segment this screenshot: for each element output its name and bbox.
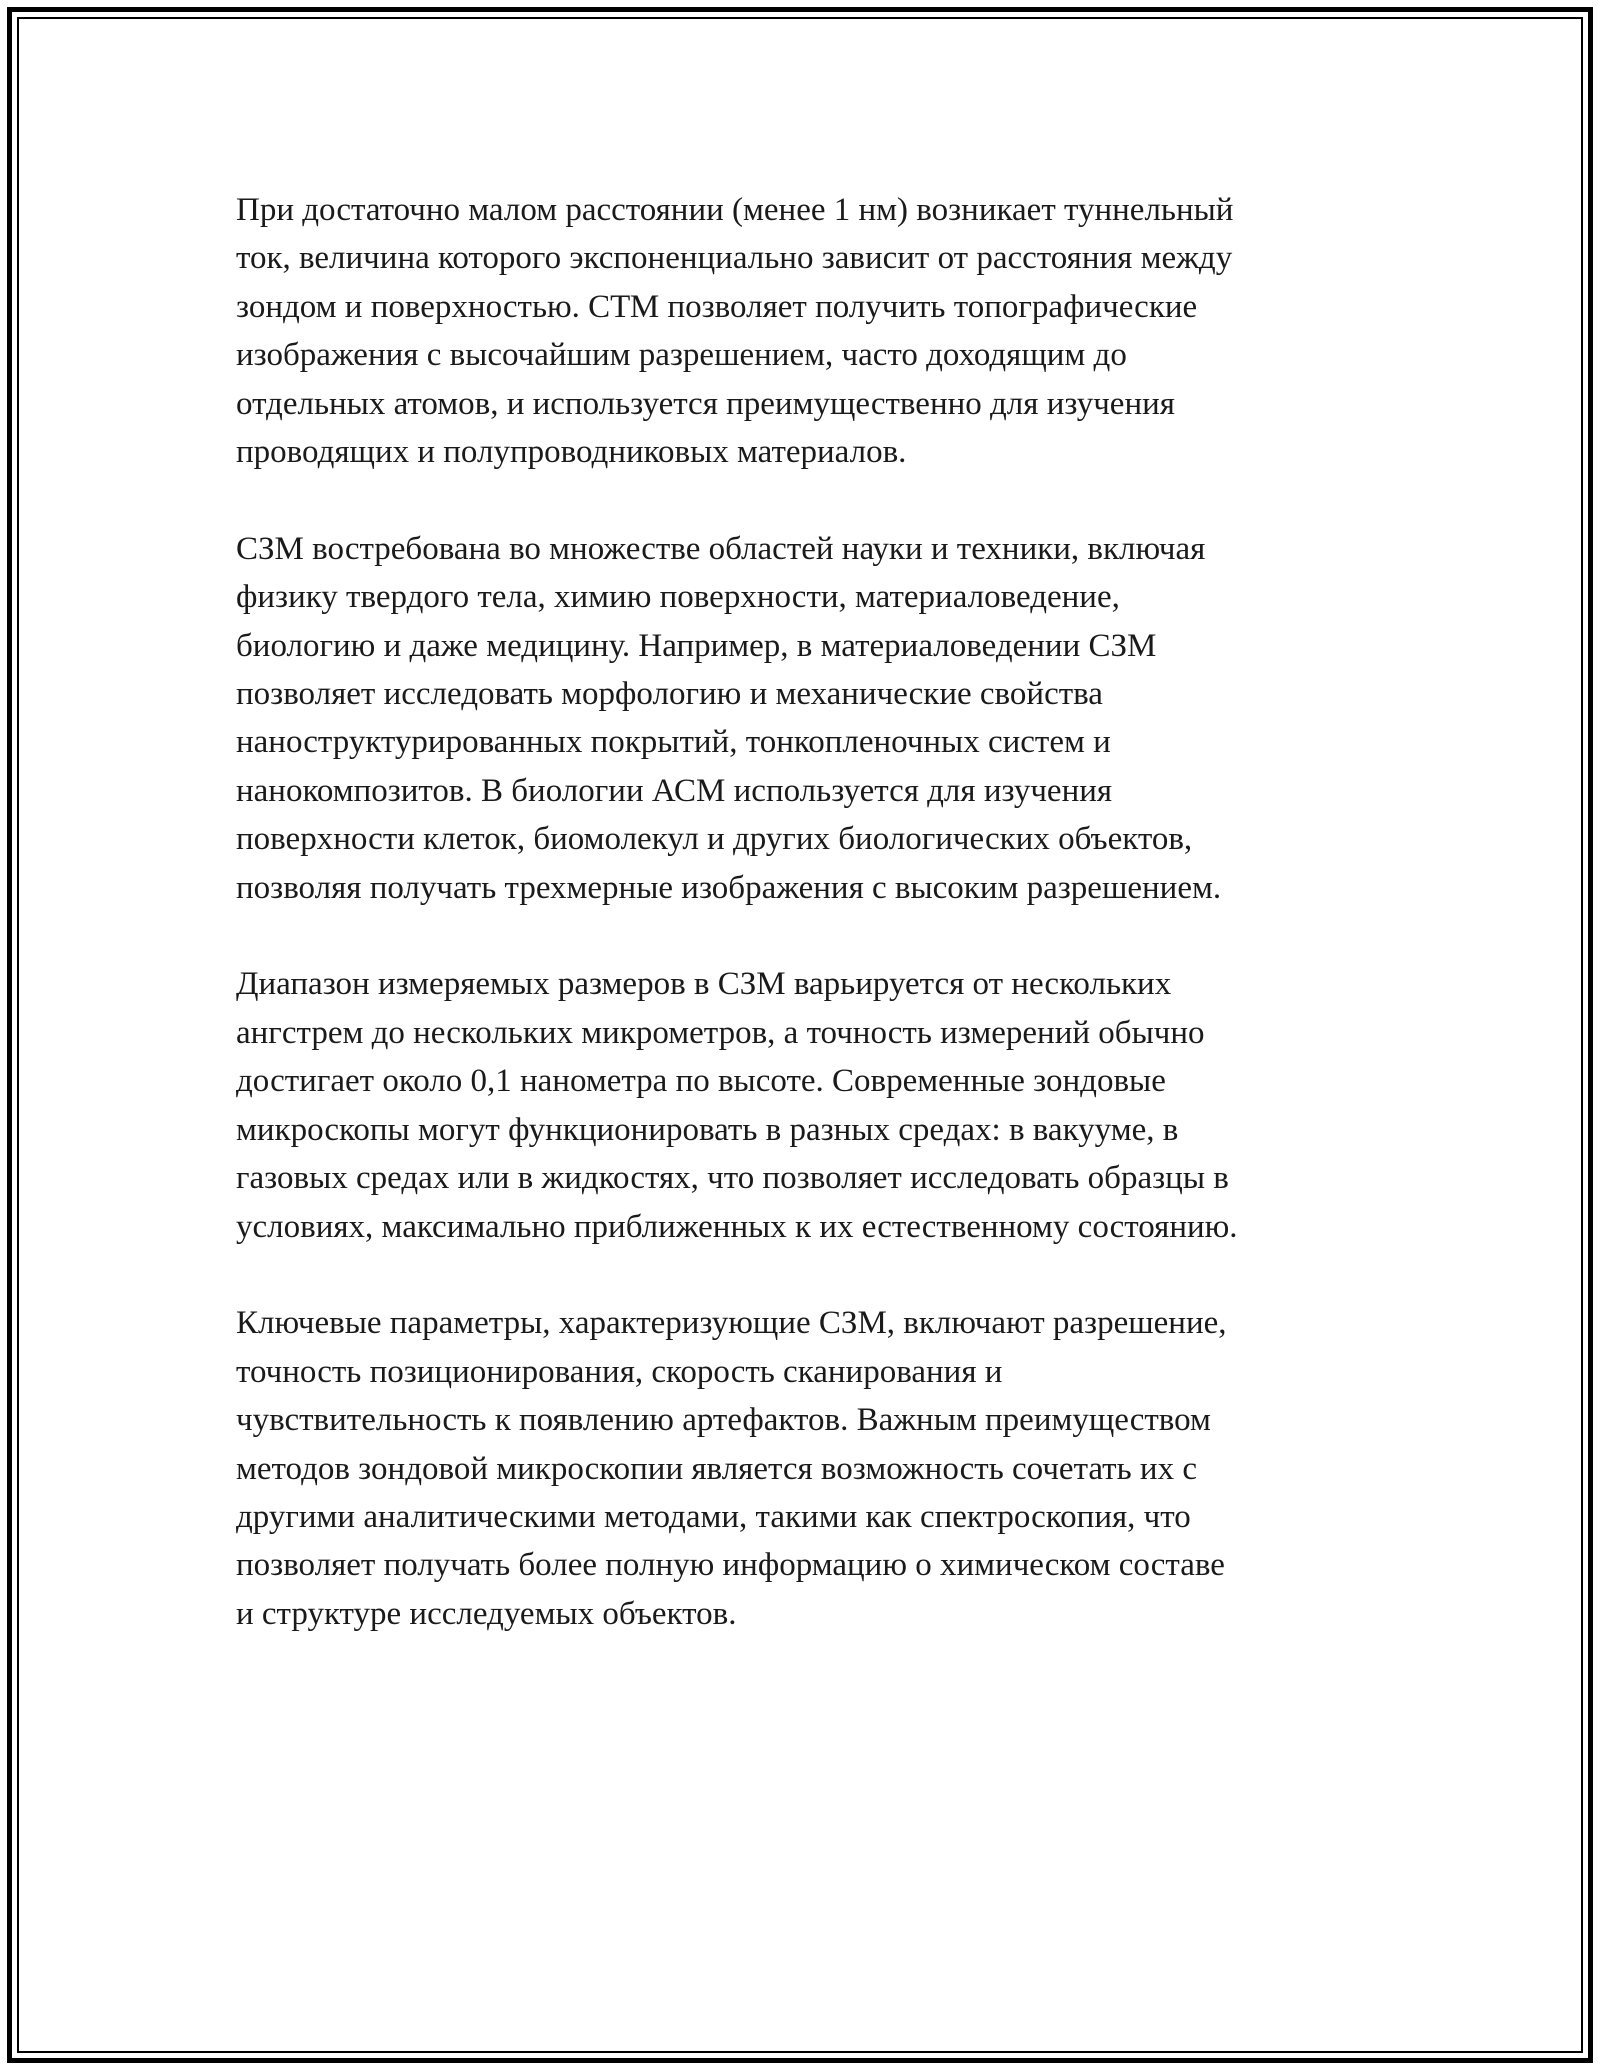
paragraph-stm: При достаточно малом расстоянии (менее 1 нм) возникает туннельный ток, величина которого экспоненциально зависит от расстояния между зондом и поверхностью. СТМ позволяет получить топографические изображения с высочайшим разрешением, часто доходящим до отдельных атомов, и используется преимущественно для изучения проводящих и полупроводниковых материалов. <box>236 192 1234 471</box>
paragraph-applications: СЗМ востребована во множестве областей науки и техники, включая физику твердого тела, химию поверхности, материаловедение, биологию и даже медицину. Например, в материаловедении СЗМ позволяет исследовать морфологию и механические свойства наноструктурированных покрытий, тонкопленочных систем и нанокомпозитов. В биологии АСМ используется для изучения поверхности клеток, биомолекул и других биологических объектов, позволяя получать трехмерные изображения с высоким разрешением. <box>236 530 1222 906</box>
paragraph-measurement-range: Диапазон измеряемых размеров в СЗМ варьируется от нескольких ангстрем до нескольких микрометров, а точность измерений обычно достигает около 0,1 нанометра по высоте. Современные зондовые микроскопы могут функционировать в разных средах: в вакууме, в газовых средах или в жидкостях, что позволяет исследовать образцы в условиях, максимально приближенных к их естественному состоянию. <box>236 966 1238 1245</box>
paragraph-key-parameters: Ключевые параметры, характеризующие СЗМ, включают разрешение, точность позиционирования, скорость сканирования и чувствительность к появлению артефактов. Важным преимуществом методов зондовой микроскопии является возможность сочетать их с другими аналитическими методами, такими как спектроскопия, что позволяет получать более полную информацию о химическом составе и структуре исследуемых объектов. <box>236 1305 1227 1632</box>
document-body <box>236 186 1371 1687</box>
